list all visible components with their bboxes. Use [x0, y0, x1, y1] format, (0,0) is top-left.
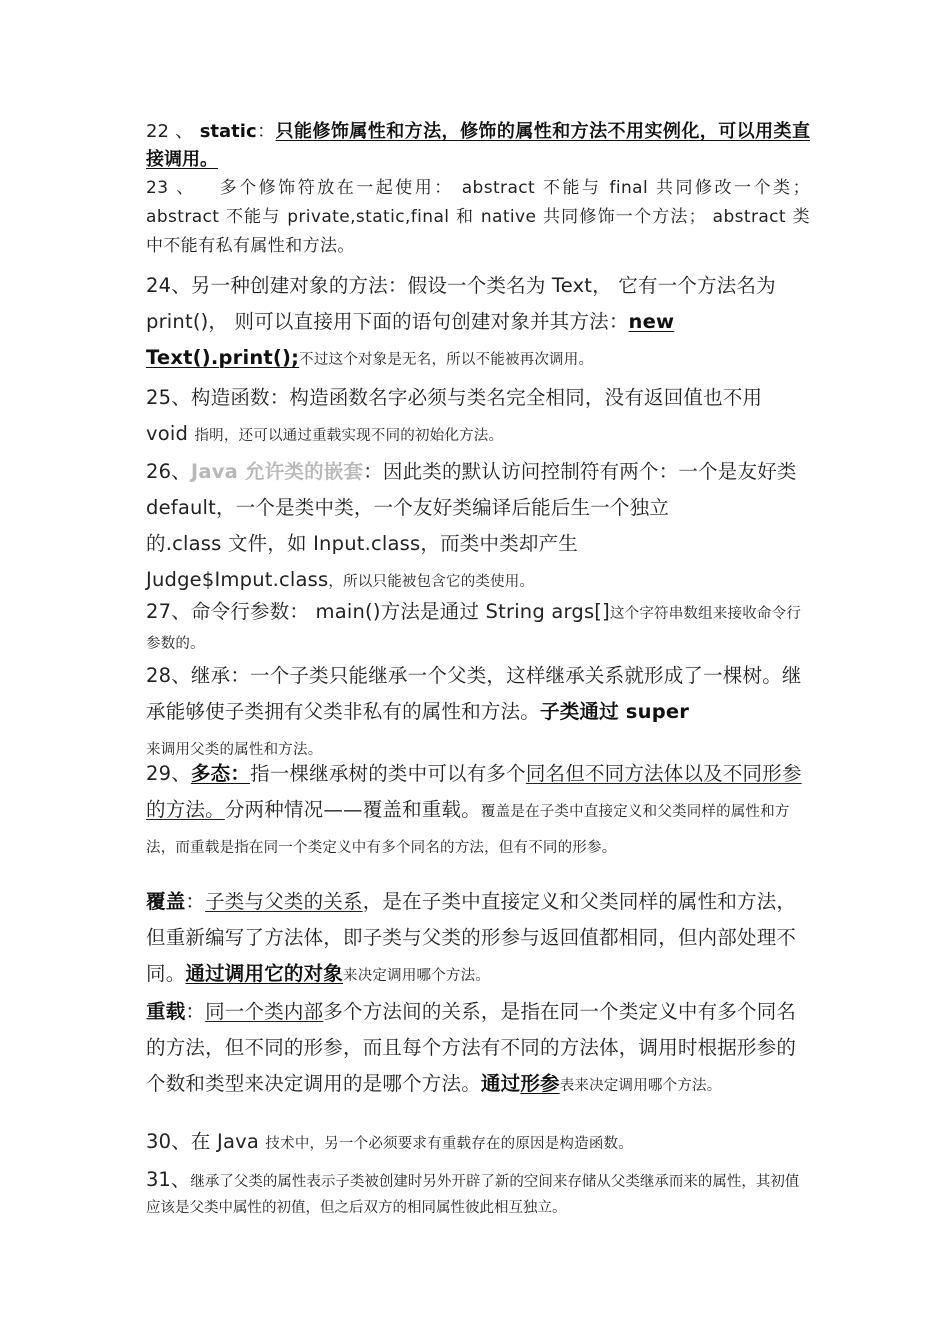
item-22-colon: ： [256, 121, 276, 142]
item-28-lead: 28、继承：一个子类只能继承一个父类，这样继承关系就形成了一棵树。继承能够使子类拥有父类非私有的属性和方法。 [146, 664, 802, 723]
item-31 [146, 1167, 810, 1220]
overload-colon: ： [185, 1000, 206, 1023]
override-colon: ： [185, 890, 206, 913]
item-26-number: 26、 [146, 460, 191, 483]
overload-paragraph [146, 994, 810, 1102]
item-30 [146, 1124, 810, 1160]
item-26-text-3: Judge$Imput.class [146, 568, 329, 591]
item-29-underlined: 同名但不同方法体以及不同形参的方法。 [146, 762, 802, 821]
item-31-tail: 继承了父类的属性表示子类被创建时另外开辟了新的空间来存储从父类继承而来的属性，其初值应该是父类中属性的初值，但之后双方的相同属性彼此相互独立。 [146, 1174, 800, 1216]
item-23-number: 23 、 [146, 178, 196, 198]
item-27-tail: 这个字符串数组来接收命令行参数的。 [146, 606, 802, 652]
item-28-tail: 来调用父类的属性和方法。 [146, 742, 323, 758]
item-28 [146, 658, 810, 766]
item-31-number: 31、 [146, 1168, 191, 1191]
override-paragraph [146, 884, 810, 992]
item-23 [146, 174, 810, 261]
item-25-lead: 25、构造函数：构造函数名字必须与类名完全相同，没有返回值也不用 void [146, 386, 763, 445]
item-22-text: 只能修饰属性和方法，修饰的属性和方法不用实例化，可以用类直接调用。 [146, 121, 811, 170]
item-29 [146, 756, 810, 864]
item-24-tail: 不过这个对象是无名，所以不能被再次调用。 [299, 352, 594, 368]
item-26-text-2: 的.class 文件，如 Input.class，而类中类却产生 [146, 532, 579, 555]
overload-bold-a: 通过 [480, 1072, 521, 1095]
overload-title: 重载 [146, 1000, 186, 1023]
item-26-text-1: ：因此类的默认访问控制符有两个：一个是友好类 default，一个是类中类，一个友好类编译后能后生一个独立 [146, 460, 797, 519]
item-25-tail: 指明，还可以通过重载实现不同的初始化方法。 [194, 428, 504, 444]
item-29-text-2: 分两种情况——覆盖和重载。 [224, 798, 481, 821]
override-underlined: 子类与父类的关系 [205, 890, 363, 913]
item-26-highlight: Java 允许类的嵌套 [190, 460, 364, 483]
item-27 [146, 597, 810, 657]
item-27-lead: 27、命令行参数： main()方法是通过 String args[] [146, 600, 610, 623]
item-25 [146, 380, 810, 452]
item-26-tail: ，所以只能被包含它的类使用。 [328, 574, 535, 590]
item-24-code-call: Text().print(); [146, 346, 300, 369]
override-text: ，是在子类中直接定义和父类同样的属性和方法，但重新编写了方法体，即子类与父类的形参与返回值都相同，但内部处理不同。 [146, 890, 797, 985]
item-22 [146, 118, 810, 174]
item-29-bold: 多态： [190, 762, 251, 785]
item-29-text-1: 指一棵继承树的类中可以有多个 [250, 762, 526, 785]
item-24-code-new: new [628, 310, 675, 333]
item-22-number: 22 、 [146, 121, 194, 142]
item-23-text: 多个修饰符放在一起使用： abstract 不能与 final 共同修改一个类； abstract 不能与 private,static,final 和 native 共同修饰一个方法； abstract 类中不能有私有属性和方法。 [146, 178, 811, 256]
overload-underlined: 同一个类内部 [205, 1000, 324, 1023]
item-26 [146, 454, 810, 598]
item-30-tail: 技术中，另一个必须要求有重载存在的原因是构造函数。 [265, 1136, 633, 1152]
item-29-tail: 覆盖是在子类中直接定义和父类同样的属性和方法，而重载是指在同一个类定义中有多个同名的方法，但有不同的形参。 [146, 804, 790, 856]
override-tail: 来决定调用哪个方法。 [343, 968, 491, 984]
overload-bold-b: 形参 [520, 1072, 560, 1095]
overload-text: 多个方法间的关系，是指在同一个类定义中有多个同名的方法，但不同的形参，而且每个方法有不同的方法体，调用时根据形参的个数和类型来决定调用的是哪个方法。 [146, 1000, 797, 1095]
item-29-number: 29、 [146, 762, 191, 785]
item-24-lead: 24、另一种创建对象的方法：假设一个类名为 Text， 它有一个方法名为 print()， 则可以直接用下面的语句创建对象并其方法： [146, 274, 776, 333]
item-28-bold: 子类通过 super [540, 700, 690, 723]
item-24 [146, 268, 810, 376]
item-22-keyword: static [199, 121, 257, 142]
item-30-lead: 30、在 Java [146, 1130, 260, 1153]
override-bold: 通过调用它的对象 [185, 962, 344, 985]
override-title: 覆盖 [146, 890, 186, 913]
overload-tail: 表来决定调用哪个方法。 [559, 1078, 722, 1094]
